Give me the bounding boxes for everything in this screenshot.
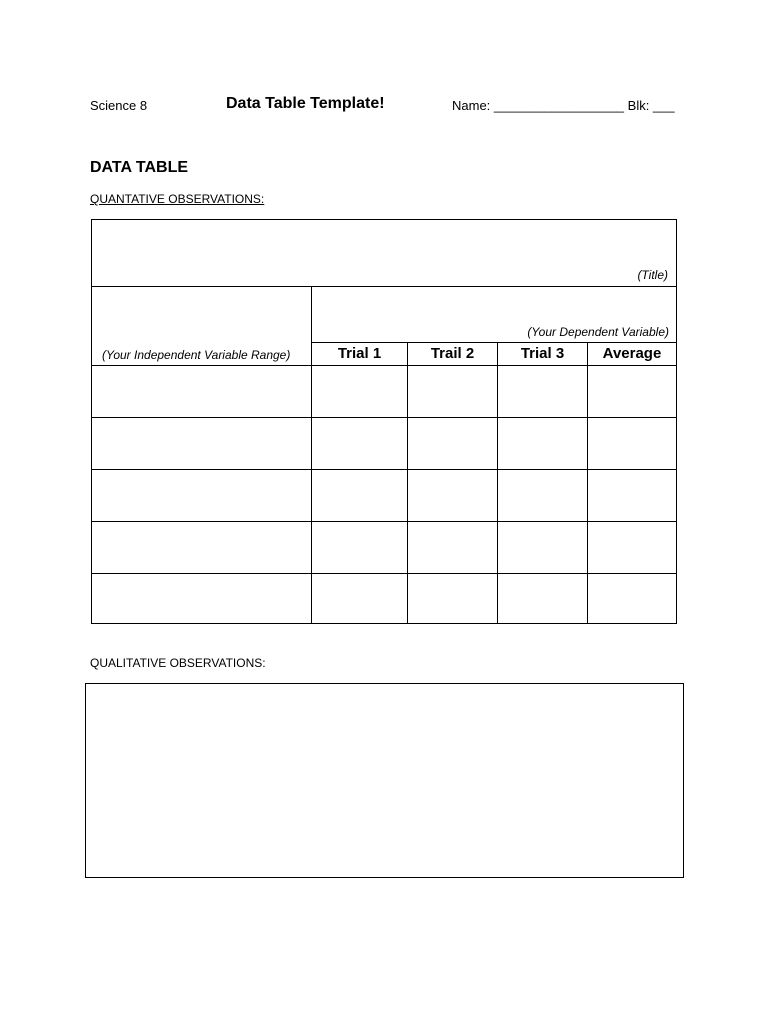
- document-title: Data Table Template!: [226, 95, 385, 112]
- dependent-variable-placeholder[interactable]: (Your Dependent Variable): [527, 325, 669, 339]
- table-title-placeholder[interactable]: (Title): [637, 268, 668, 282]
- quantitative-label: QUANTATIVE OBSERVATIONS:: [90, 192, 265, 206]
- table-cell[interactable]: [92, 418, 311, 469]
- column-header-trial-3: Trial 3: [520, 345, 565, 362]
- table-divider: [311, 342, 676, 343]
- course-label: Science 8: [90, 98, 148, 113]
- table-cell[interactable]: [92, 366, 311, 417]
- data-table: [91, 219, 677, 624]
- table-divider: [407, 342, 408, 624]
- column-header-trial-1: Trial 1: [337, 345, 382, 362]
- qualitative-label: QUALITATIVE OBSERVATIONS:: [90, 656, 266, 670]
- table-divider: [587, 342, 588, 624]
- column-header-trial-2: Trail 2: [430, 345, 475, 362]
- section-title: DATA TABLE: [90, 159, 189, 176]
- table-divider: [497, 342, 498, 624]
- table-cell[interactable]: [92, 470, 311, 521]
- column-header-average: Average: [602, 345, 662, 362]
- table-cell[interactable]: [92, 574, 311, 624]
- table-divider: [92, 286, 676, 287]
- table-cell[interactable]: [92, 522, 311, 573]
- qualitative-observations-box[interactable]: [85, 683, 684, 878]
- name-block-field[interactable]: Name: __________________ Blk: ___: [452, 98, 675, 113]
- independent-variable-placeholder[interactable]: (Your Independent Variable Range): [102, 348, 291, 362]
